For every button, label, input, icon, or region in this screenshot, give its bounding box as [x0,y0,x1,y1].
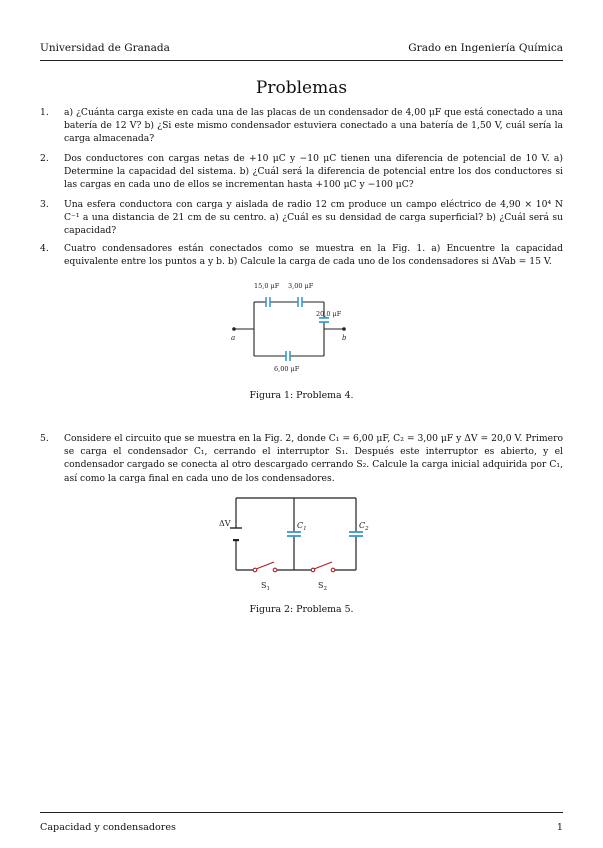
label-c1: 15,0 μF [254,282,280,290]
problem-number: 5. [40,433,49,444]
label-c1: $C_1$ [297,521,307,532]
label-c2: $C_2$ [359,521,369,532]
label-b: b [342,334,347,342]
figure-1-circuit [220,276,360,376]
problem-number: 1. [40,107,49,118]
header-degree: Grado en Ingeniería Química [408,42,563,54]
label-c4: 6,00 μF [274,365,300,373]
figure-1-caption: Figura 1: Problema 4. [249,390,354,401]
header-rule [40,60,563,61]
problem-text: a) ¿Cuánta carga existe en cada una de las placas de un condensador de 4,00 μF que está conectado a una batería de 12 V? b) ¿Si este mismo condensador estuviera conectado a una batería de 1,50 V, cuál sería la carga almacenada? [64,107,563,145]
terminal-a [232,327,236,331]
problem-number: 4. [40,243,49,254]
switch-s1-lever [256,562,274,569]
problem-text: Cuatro condensadores están conectados como se muestra en la Fig. 1. a) Encuentre la capacidad equivalente entre los puntos a y b. b) Calcule la carga de cada uno de los condensadores si ΔVab = 15 V. [64,243,563,268]
figure-2-caption: Figura 2: Problema 5. [249,604,354,615]
switch-s1-contact [273,568,277,572]
label-dv: ΔV [219,519,231,528]
label-a: a [231,334,236,342]
label-s1: $S_1$ [261,581,270,592]
problem-1 [40,106,563,146]
problem-number: 2. [40,153,49,164]
problem-5 [40,432,563,485]
problem-2 [40,152,563,192]
problem-text: Dos conductores con cargas netas de +10 μC y −10 μC tienen una diferencia de potencial de 10 V. a) Determine la capacidad del sistema. b) ¿Cuál será la diferencia de potencial entre los dos conductores si las cargas en cada uno de ellos se incrementan hasta +100 μC y −100 μC? [64,153,563,191]
problem-4 [40,242,563,268]
footer-rule [40,812,563,813]
problem-text: Una esfera conductora con carga y aislada de radio 12 cm produce un campo eléctrico de 4,90 × 10⁴ N C⁻¹ a una distancia de 21 cm de su centro. a) ¿Cuál es su densidad de carga superficial? b) ¿Cuál será su capacidad? [64,199,563,237]
label-c2: 3,00 μF [288,282,314,290]
label-s2: $S_2$ [318,581,327,592]
terminal-b [342,327,346,331]
page-title: Problemas [255,78,348,98]
page-number: 1 [556,822,563,833]
label-c3: 20,0 μF [316,310,342,318]
page-footer [40,822,563,833]
figure-2-circuit [210,492,380,592]
switch-s2-contact [331,568,335,572]
footer-topic: Capacidad y condensadores [40,822,176,833]
problem-number: 3. [40,199,49,210]
page-header [40,42,563,58]
problem-text: Considere el circuito que se muestra en la Fig. 2, donde C₁ = 6,00 μF, C₂ = 3,00 μF y ΔV = 20,0 V. Primero se carga el condensador C₁, cerrando el interruptor S₁. Después este interruptor es abierto, y el condensador cargado se conecta al otro descargado cerrando S₂. Calcule la carga inicial adquirida por C₁, así como la carga final en cada uno de los condensadores. [64,433,563,484]
switch-s2-lever [314,562,332,569]
header-university: Universidad de Granada [40,42,170,54]
problem-3 [40,198,563,238]
